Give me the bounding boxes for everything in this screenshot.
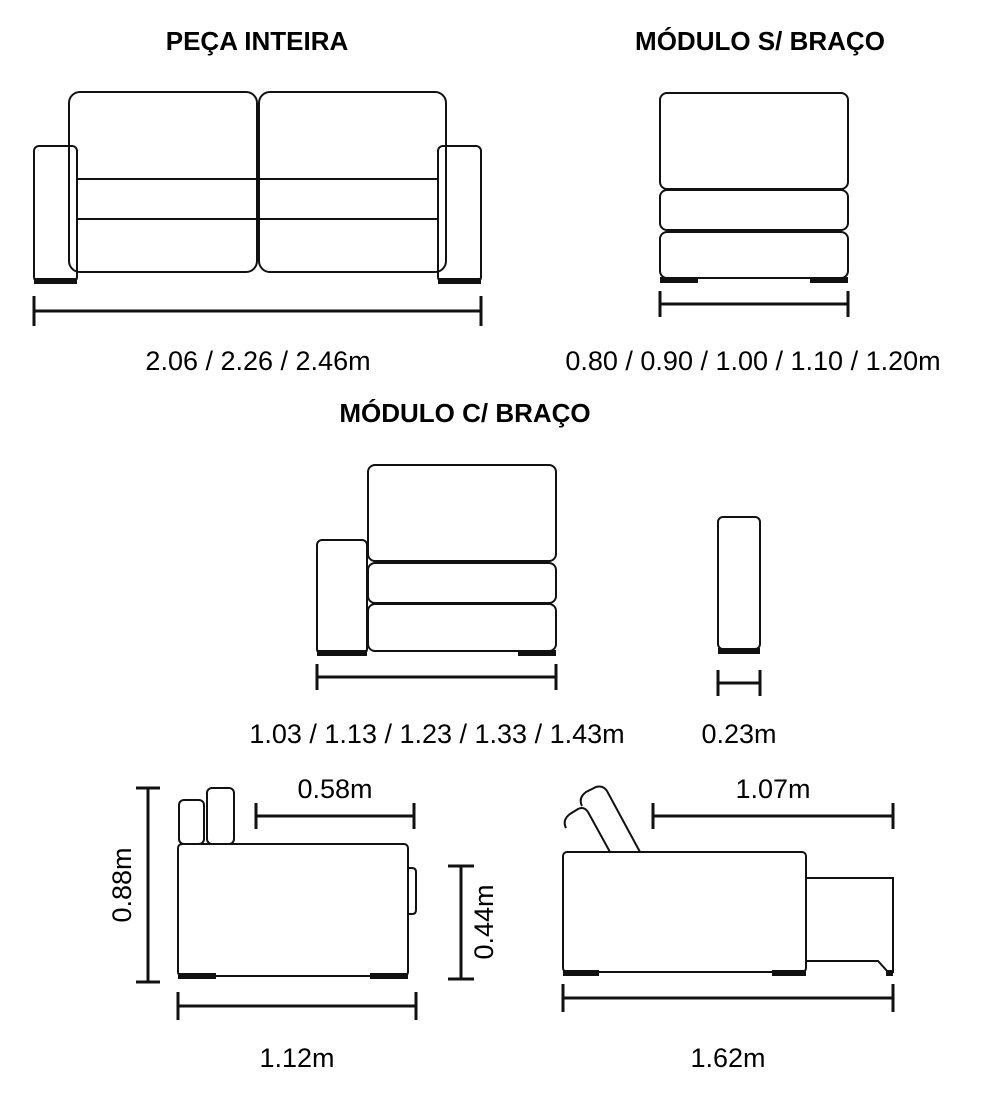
side-closed-seat-depth-marker [256, 803, 414, 829]
dimension-side-open-seat-depth: 1.07m [735, 774, 811, 804]
module-without-arm-width-marker [660, 291, 848, 317]
module-with-arm-width-marker [317, 664, 556, 690]
arm-width-marker [718, 670, 760, 696]
full-sofa-front-drawing [34, 92, 481, 284]
dimension-peca-inteira: 2.06 / 2.26 / 2.46m [145, 346, 371, 376]
dimension-braco: 0.23m [701, 719, 777, 749]
dimension-side-open-depth: 1.62m [690, 1043, 766, 1073]
side-open-seat-depth-marker [653, 803, 893, 829]
dimension-side-height: 0.88m [107, 847, 137, 923]
module-with-arm-drawing [317, 465, 556, 656]
dimension-modulo-sem-braco: 0.80 / 0.90 / 1.00 / 1.10 / 1.20m [565, 346, 941, 376]
dimension-side-depth: 1.12m [259, 1043, 335, 1073]
side-closed-depth-marker [178, 992, 416, 1020]
side-open-depth-marker [563, 984, 893, 1012]
title-modulo-sem-braco: MÓDULO S/ BRAÇO [635, 26, 885, 56]
dimension-modulo-com-braco: 1.03 / 1.13 / 1.23 / 1.33 / 1.43m [249, 719, 625, 749]
dimension-side-seat-depth: 0.58m [297, 774, 373, 804]
side-closed-height-marker [136, 788, 160, 982]
full-sofa-width-marker [34, 296, 481, 326]
dimension-side-arm-height: 0.44m [469, 884, 499, 960]
title-peca-inteira: PEÇA INTEIRA [165, 26, 349, 56]
arm-only-drawing [718, 517, 760, 654]
module-without-arm-drawing [660, 93, 848, 283]
title-modulo-com-braco: MÓDULO C/ BRAÇO [339, 398, 591, 428]
